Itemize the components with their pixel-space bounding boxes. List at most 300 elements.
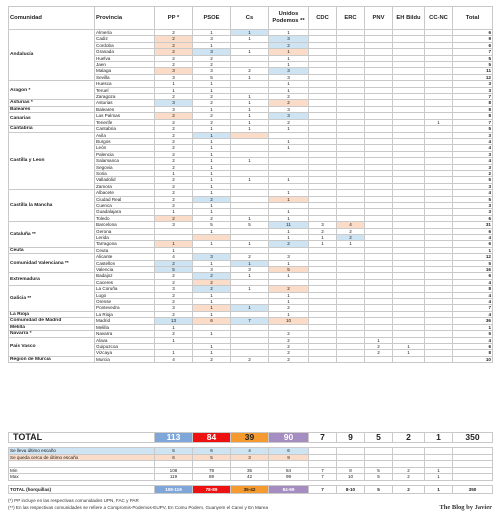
seat-cell: 1 xyxy=(155,209,193,215)
seat-cell: 2 xyxy=(269,286,309,292)
range-erc: 8-10 xyxy=(337,486,365,494)
province-name: Guipuzcoa xyxy=(95,343,155,349)
seat-cell: 1 xyxy=(231,260,269,266)
row-total: 6 xyxy=(453,30,493,36)
summary-cell xyxy=(393,461,425,468)
seat-cell: 3 xyxy=(269,68,309,74)
seat-cell: 1 xyxy=(193,343,231,349)
seat-cell: 2 xyxy=(155,279,193,285)
table-body xyxy=(9,30,493,363)
seat-cell: 4 xyxy=(155,356,193,362)
row-total: 1 xyxy=(453,324,493,330)
row-total: 2 xyxy=(453,170,493,176)
seat-cell: 1 xyxy=(193,305,231,311)
summary-cell xyxy=(365,461,393,468)
seat-cell: 2 xyxy=(269,94,309,100)
seat-cell: 3 xyxy=(155,222,193,228)
seat-cell: 1 xyxy=(269,228,309,234)
header-cell: EH Bildu xyxy=(393,7,425,30)
summary-cell: 42 xyxy=(231,474,269,481)
seat-cell: 5 xyxy=(155,267,193,273)
seat-cell: 2 xyxy=(155,164,193,170)
summary-cell xyxy=(453,461,493,468)
province-name: Cuenca xyxy=(95,202,155,208)
seat-cell: 1 xyxy=(393,343,425,349)
summary-cell xyxy=(453,474,493,481)
seat-cell: 2 xyxy=(231,356,269,362)
seat-cell: 1 xyxy=(193,81,231,87)
seat-cell: 2 xyxy=(155,138,193,144)
row-total: 4 xyxy=(453,337,493,343)
seat-cell: 2 xyxy=(365,350,393,356)
seat-cell: 2 xyxy=(193,356,231,362)
seat-cell: 2 xyxy=(269,337,309,343)
province-name: Baleares xyxy=(95,106,155,112)
summary-cell xyxy=(231,461,269,468)
seat-cell: 1 xyxy=(193,202,231,208)
seat-cell: 3 xyxy=(269,36,309,42)
seat-cell: 2 xyxy=(193,119,231,125)
summary-cell xyxy=(365,454,393,461)
province-name: Burgos xyxy=(95,138,155,144)
seat-cell: 1 xyxy=(269,196,309,202)
seat-cell: 2 xyxy=(155,190,193,196)
province-name: Granada xyxy=(95,49,155,55)
province-name: Lugo xyxy=(95,292,155,298)
seat-cell xyxy=(425,356,453,362)
province-name: Zaragoza xyxy=(95,94,155,100)
seat-cell: 1 xyxy=(193,106,231,112)
seat-cell: 1 xyxy=(231,30,269,36)
seat-cell: 1 xyxy=(231,119,269,125)
seat-cell: 1 xyxy=(269,30,309,36)
row-total: 11 xyxy=(453,68,493,74)
total-cs: 39 xyxy=(231,433,269,443)
totals-label: TOTAL xyxy=(9,433,155,443)
seat-cell: 2 xyxy=(193,100,231,106)
summary-row xyxy=(9,454,493,461)
seat-cell: 1 xyxy=(269,138,309,144)
summary-cell: 6 xyxy=(269,448,309,455)
province-name: Gerona xyxy=(95,228,155,234)
total-pp: 113 xyxy=(155,433,193,443)
seat-cell: 2 xyxy=(193,286,231,292)
seat-cell: 1 xyxy=(193,30,231,36)
seat-cell: 1 xyxy=(269,299,309,305)
summary-cell: 5 xyxy=(365,467,393,474)
row-total: 6 xyxy=(453,42,493,48)
region-name: Baleares xyxy=(9,106,95,112)
seat-cell: 2 xyxy=(269,100,309,106)
seat-cell: 1 xyxy=(193,183,231,189)
seat-cell: 1 xyxy=(193,311,231,317)
seat-cell: 2 xyxy=(155,183,193,189)
summary-cell xyxy=(309,454,337,461)
region-name: Galicia ** xyxy=(9,286,95,312)
seat-cell xyxy=(393,356,425,362)
row-total: 5 xyxy=(453,331,493,337)
seat-cell: 1 xyxy=(231,126,269,132)
seat-cell: 1 xyxy=(193,158,231,164)
row-total: 4 xyxy=(453,299,493,305)
seat-cell: 1 xyxy=(193,260,231,266)
seat-cell: 1 xyxy=(269,49,309,55)
province-name: Barcelona xyxy=(95,222,155,228)
region-name: Castilla la Mancha xyxy=(9,190,95,222)
region-name: Andalucía xyxy=(9,30,95,81)
seat-cell: 2 xyxy=(155,311,193,317)
seat-cell: 1 xyxy=(269,55,309,61)
row-total: 8 xyxy=(453,350,493,356)
seat-cell: 4 xyxy=(337,222,365,228)
summary-cell xyxy=(269,461,309,468)
totals-row xyxy=(9,433,493,443)
seat-cell: 2 xyxy=(193,62,231,68)
seat-cell: 1 xyxy=(193,170,231,176)
seat-cell: 1 xyxy=(231,74,269,80)
summary-cell: 9 xyxy=(269,454,309,461)
seat-cell: 1 xyxy=(231,286,269,292)
row-total: 3 xyxy=(453,151,493,157)
province-name: Guadalajara xyxy=(95,209,155,215)
seat-cell: 3 xyxy=(193,254,231,260)
row-total: 7 xyxy=(453,119,493,125)
province-name: Ceuta xyxy=(95,247,155,253)
header-cell: Comunidad xyxy=(9,7,95,30)
seat-cell: 3 xyxy=(155,74,193,80)
header-row xyxy=(9,7,493,30)
region-name: Asturias * xyxy=(9,100,95,106)
region-name: Melilla xyxy=(9,324,95,330)
seat-cell: 1 xyxy=(269,215,309,221)
summary-cell xyxy=(365,448,393,455)
seat-cell: 1 xyxy=(155,337,193,343)
seat-cell: 1 xyxy=(193,209,231,215)
seat-cell: 1 xyxy=(193,292,231,298)
seat-cell: 3 xyxy=(193,267,231,273)
seat-cell: 1 xyxy=(269,81,309,87)
province-name: Cantabria xyxy=(95,126,155,132)
seat-cell: 3 xyxy=(269,254,309,260)
seat-cell: 1 xyxy=(269,235,309,241)
seat-cell xyxy=(309,356,337,362)
province-name: Lerida xyxy=(95,235,155,241)
seat-cell: 3 xyxy=(269,106,309,112)
summary-label: Se queda cerca de último escaño xyxy=(9,454,155,461)
seat-cell: 2 xyxy=(155,158,193,164)
seat-cell: 2 xyxy=(155,49,193,55)
range-ccnc: 1 xyxy=(425,486,453,494)
row-total: 6 xyxy=(453,273,493,279)
seat-cell: 1 xyxy=(231,106,269,112)
seat-cell: 1 xyxy=(193,331,231,337)
range-bildu: 2 xyxy=(393,486,425,494)
province-name: Valencia xyxy=(95,267,155,273)
header-cell: Total xyxy=(453,7,493,30)
province-name: Cordoba xyxy=(95,42,155,48)
summary-cell: 108 xyxy=(155,467,193,474)
province-name: La Coruña xyxy=(95,286,155,292)
seat-cell: 1 xyxy=(269,62,309,68)
province-name: Madrid xyxy=(95,318,155,324)
seat-cell: 1 xyxy=(193,164,231,170)
seat-cell: 10 xyxy=(269,318,309,324)
seat-cell: 2 xyxy=(155,132,193,138)
totals-table xyxy=(8,432,493,443)
province-name: Teruel xyxy=(95,87,155,93)
seat-cell: 2 xyxy=(269,119,309,125)
seat-cell: 1 xyxy=(155,87,193,93)
province-name: Las Palmas xyxy=(95,113,155,119)
summary-cell xyxy=(309,461,337,468)
seat-cell: 1 xyxy=(269,177,309,183)
summary-cell: 2 xyxy=(393,474,425,481)
row-total: 3 xyxy=(453,209,493,215)
table-row xyxy=(9,356,493,362)
seat-cell: 1 xyxy=(231,177,269,183)
seat-cell: 2 xyxy=(365,343,393,349)
summary-cell: 7 xyxy=(309,474,337,481)
province-name: Murcia xyxy=(95,356,155,362)
row-total: 4 xyxy=(453,235,493,241)
seat-cell: 1 xyxy=(269,260,309,266)
seat-cell: 2 xyxy=(193,55,231,61)
range-cdc: 7 xyxy=(309,486,337,494)
province-name: Navarra xyxy=(95,331,155,337)
seat-cell: 2 xyxy=(155,62,193,68)
row-total: 36 xyxy=(453,318,493,324)
seat-cell: 2 xyxy=(337,235,365,241)
seat-cell: 1 xyxy=(309,235,337,241)
summary-row xyxy=(9,448,493,455)
seat-cell: 1 xyxy=(231,36,269,42)
total-ccnc: 1 xyxy=(425,433,453,443)
seat-cell: 2 xyxy=(155,113,193,119)
range-pnv: 5 xyxy=(365,486,393,494)
region-name: Canarias xyxy=(9,113,95,126)
seat-cell: 2 xyxy=(193,215,231,221)
seat-cell: 5 xyxy=(231,222,269,228)
region-name: Region de Murcia xyxy=(9,356,95,362)
province-name: Almería xyxy=(95,30,155,36)
province-name: Caceres xyxy=(95,279,155,285)
seat-cell xyxy=(365,356,393,362)
province-name: Palencia xyxy=(95,151,155,157)
province-name: Sevilla xyxy=(95,74,155,80)
seat-cell: 2 xyxy=(269,350,309,356)
seat-cell: 1 xyxy=(155,81,193,87)
province-name: Alicante xyxy=(95,254,155,260)
province-name: Vizcaya xyxy=(95,350,155,356)
province-name: Salamanca xyxy=(95,158,155,164)
seat-cell: 1 xyxy=(269,87,309,93)
province-name: Alava xyxy=(95,337,155,343)
seat-cell: 1 xyxy=(231,113,269,119)
province-name: Badajoz xyxy=(95,273,155,279)
seat-cell: 3 xyxy=(155,286,193,292)
seat-cell: 1 xyxy=(193,241,231,247)
row-total: 3 xyxy=(453,87,493,93)
total-all: 350 xyxy=(453,433,493,443)
summary-label: Max xyxy=(9,474,155,481)
seat-cell: 1 xyxy=(193,228,231,234)
seat-cell: 7 xyxy=(231,318,269,324)
province-name: Huesca xyxy=(95,81,155,87)
header-cell: CC-NC xyxy=(425,7,453,30)
total-bildu: 2 xyxy=(393,433,425,443)
row-total: 7 xyxy=(453,49,493,55)
summary-cell: 119 xyxy=(155,474,193,481)
province-name: Pontevedra xyxy=(95,305,155,311)
row-total: 10 xyxy=(453,356,493,362)
seat-cell: 2 xyxy=(155,292,193,298)
summary-cell xyxy=(393,454,425,461)
summary-cell xyxy=(453,454,493,461)
summary-cell: 89 xyxy=(193,474,231,481)
seat-cell: 5 xyxy=(193,74,231,80)
seat-cell: 1 xyxy=(193,42,231,48)
seat-cell: 1 xyxy=(193,126,231,132)
region-name: Navarra * xyxy=(9,331,95,337)
summary-row xyxy=(9,467,493,474)
seat-cell: 3 xyxy=(155,106,193,112)
summary-label: Min xyxy=(9,467,155,474)
seat-cell: 11 xyxy=(269,222,309,228)
seat-cell: 1 xyxy=(193,190,231,196)
seat-cell: 1 xyxy=(155,324,193,330)
summary-cell: 5 xyxy=(365,474,393,481)
seat-cell: 2 xyxy=(155,299,193,305)
seat-cell: 1 xyxy=(269,145,309,151)
seat-cell: 1 xyxy=(193,87,231,93)
seat-cell: 1 xyxy=(269,126,309,132)
seat-cell: 2 xyxy=(155,331,193,337)
region-name: Cantabria xyxy=(9,126,95,132)
province-name: Segovia xyxy=(95,164,155,170)
province-name: Tarragona xyxy=(95,241,155,247)
seat-cell: 6 xyxy=(193,318,231,324)
summary-cell: 2 xyxy=(393,467,425,474)
total-cdc: 7 xyxy=(309,433,337,443)
region-name: Cataluña ** xyxy=(9,222,95,248)
total-up: 90 xyxy=(269,433,309,443)
summary-cell: 8 xyxy=(337,467,365,474)
province-name: Cadiz xyxy=(95,36,155,42)
province-name: Valladolid xyxy=(95,177,155,183)
summary-cell xyxy=(337,461,365,468)
province-name: Soria xyxy=(95,170,155,176)
seat-cell: 1 xyxy=(365,337,393,343)
range-table xyxy=(8,485,493,494)
seat-cell: 1 xyxy=(231,49,269,55)
seat-cell: 1 xyxy=(155,247,193,253)
row-total: 5 xyxy=(453,62,493,68)
row-total: 6 xyxy=(453,343,493,349)
range-label: TOTAL (horquillas) xyxy=(9,486,155,494)
seat-cell: 5 xyxy=(269,267,309,273)
row-total: 4 xyxy=(453,292,493,298)
summary-cell xyxy=(309,448,337,455)
row-total: 6 xyxy=(453,215,493,221)
seat-cell xyxy=(337,356,365,362)
summary-cell: 4 xyxy=(231,448,269,455)
seat-cell: 2 xyxy=(155,94,193,100)
seat-cell: 1 xyxy=(269,209,309,215)
row-total: 1 xyxy=(453,247,493,253)
province-name: León xyxy=(95,145,155,151)
summary-cell: 1 xyxy=(425,467,453,474)
summary-cell: 6 xyxy=(155,454,193,461)
seat-cell: 2 xyxy=(337,228,365,234)
seat-cell: 3 xyxy=(309,222,337,228)
province-name: Albacete xyxy=(95,190,155,196)
region-name: Ceuta xyxy=(9,247,95,253)
seat-cell: 1 xyxy=(425,119,453,125)
header-cell: Unidos Podemos ** xyxy=(269,7,309,30)
row-total: 4 xyxy=(453,158,493,164)
range-pp: 108-119 xyxy=(155,486,193,494)
seat-cell: 1 xyxy=(309,241,337,247)
seat-cell: 1 xyxy=(269,273,309,279)
region-name: Extremadura xyxy=(9,273,95,286)
seat-cell: 2 xyxy=(269,241,309,247)
summary-cell: 6 xyxy=(193,448,231,455)
row-total: 31 xyxy=(453,222,493,228)
row-total: 5 xyxy=(453,126,493,132)
row-total: 12 xyxy=(453,254,493,260)
footnotes xyxy=(8,498,268,511)
seat-cell: 2 xyxy=(269,343,309,349)
province-name: La Rioja xyxy=(95,311,155,317)
seat-cell: 1 xyxy=(231,158,269,164)
range-total: 350 xyxy=(453,486,493,494)
header-cell: Cs xyxy=(231,7,269,30)
seat-cell: 4 xyxy=(155,254,193,260)
region-name: La Rioja xyxy=(9,311,95,317)
credit-text: The Blog by Javier xyxy=(439,504,492,511)
seat-cell: 1 xyxy=(393,350,425,356)
seat-cell: 3 xyxy=(155,100,193,106)
seat-cell: 2 xyxy=(155,126,193,132)
seat-cell: 1 xyxy=(337,241,365,247)
row-total: 7 xyxy=(453,94,493,100)
seat-cell: 2 xyxy=(155,119,193,125)
row-total: 3 xyxy=(453,132,493,138)
summary-cell: 84 xyxy=(269,467,309,474)
seat-cell: 2 xyxy=(269,305,309,311)
summary-cell: 1 xyxy=(425,474,453,481)
row-total: 8 xyxy=(453,106,493,112)
seat-cell: 1 xyxy=(193,299,231,305)
seat-cell: 2 xyxy=(155,273,193,279)
header-cell: ERC xyxy=(337,7,365,30)
seat-cell: 3 xyxy=(231,267,269,273)
region-name: Castilla y Leon xyxy=(9,132,95,190)
province-name: Asturias xyxy=(95,100,155,106)
seat-cell: 1 xyxy=(193,138,231,144)
province-name: Zamora xyxy=(95,183,155,189)
seat-cell: 3 xyxy=(269,74,309,80)
summary-label: Se lleva último escaño xyxy=(9,448,155,455)
summary-cell xyxy=(425,461,453,468)
range-row xyxy=(9,486,493,494)
seat-cell: 1 xyxy=(231,100,269,106)
row-total: 5 xyxy=(453,55,493,61)
region-name: País Vasco xyxy=(9,337,95,356)
row-total: 5 xyxy=(453,177,493,183)
seat-cell: 2 xyxy=(155,202,193,208)
summary-cell xyxy=(155,461,193,468)
